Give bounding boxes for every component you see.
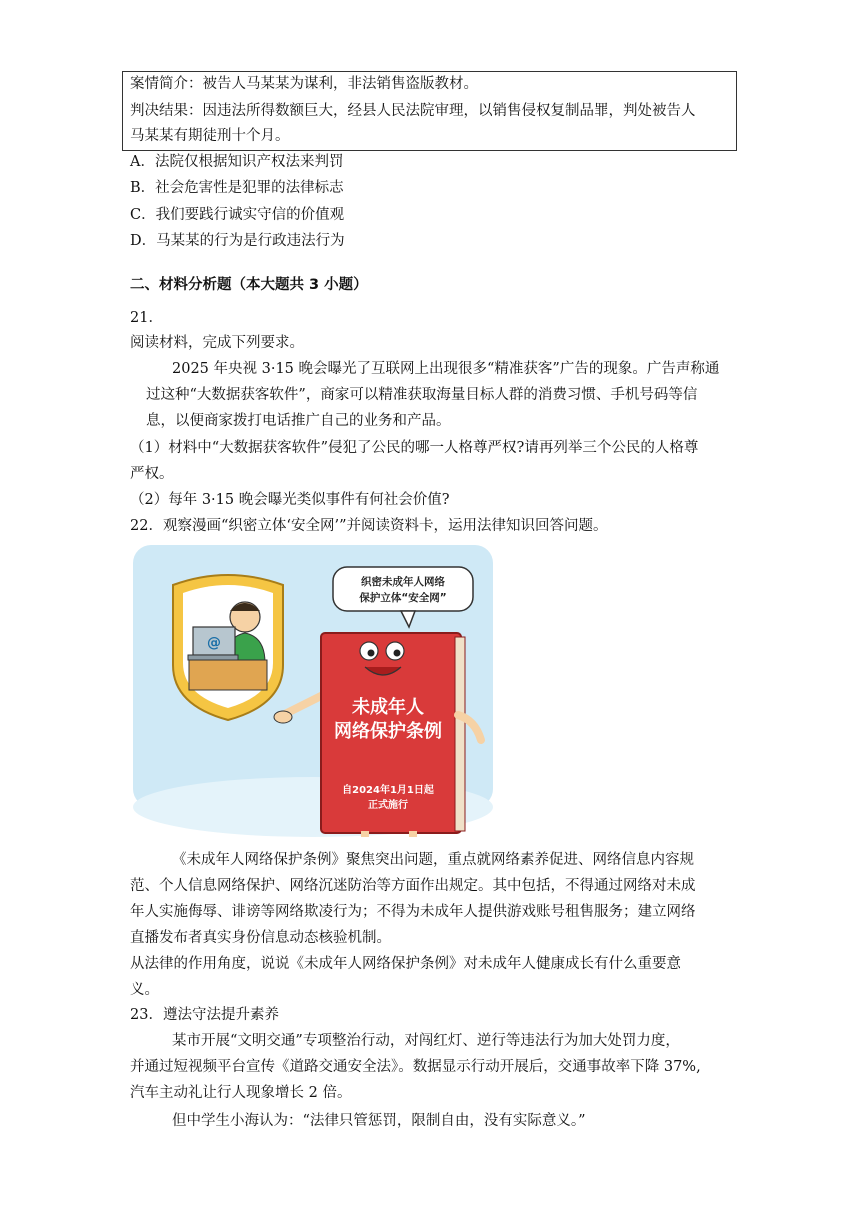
- comic-illustration: [133, 545, 493, 840]
- q23-material-line3: 汽车主动礼让行人现象增长 2 倍。: [130, 1085, 352, 1101]
- case-verdict-line1: 判决结果：因违法所得数额巨大，经县人民法院审理，以销售侵权复制品罪，判处被告人: [130, 103, 696, 119]
- q21-sub2: （2）每年 3·15 晚会曝光类似事件有何社会价值?: [130, 492, 450, 508]
- q21-material-line2: 过这种“大数据获客软件”，商家可以精准获取海量目标人群的消费习惯、手机号码等信: [146, 387, 698, 403]
- q22-material-line1: 《未成年人网络保护条例》聚焦突出问题，重点就网络素养促进、网络信息内容规: [172, 852, 694, 868]
- q21-instruction: 阅读材料，完成下列要求。: [130, 335, 304, 351]
- book-date-line2: 正式施行: [368, 800, 408, 811]
- q21-material-line3: 息，以便商家拨打电话推广自己的业务和产品。: [146, 413, 451, 429]
- laptop-at-symbol: @: [207, 635, 221, 651]
- q22-material-line3: 年人实施侮辱、诽谤等网络欺凌行为；不得为未成年人提供游戏账号租售服务；建立网络: [130, 904, 696, 920]
- q22-material-line2: 范、个人信息网络保护、网络沉迷防治等方面作出规定。其中包括，不得通过网络对未成: [130, 878, 696, 894]
- bubble-text-line2: 保护立体“安全网”: [359, 592, 447, 604]
- option-a: A．法院仅根据知识产权法来判罚: [130, 154, 344, 170]
- option-c: C．我们要践行诚实守信的价值观: [130, 207, 345, 223]
- section-heading: 二、材料分析题（本大题共 3 小题）: [130, 277, 368, 293]
- q21-sub1-line2: 严权。: [130, 466, 174, 482]
- q23-material-line2: 并通过短视频平台宣传《道路交通安全法》。数据显示行动开展后，交通事故率下降 37%,: [130, 1059, 701, 1075]
- option-b: B．社会危害性是犯罪的法律标志: [130, 180, 344, 196]
- case-verdict-line2: 马某某有期徒刑十个月。: [130, 128, 290, 144]
- q22-question-line2: 义。: [130, 982, 159, 998]
- q21-sub1-line1: （1）材料中“大数据获客软件”侵犯了公民的哪一人格尊严权?请再列举三个公民的人格尊: [130, 440, 699, 456]
- bubble-text-line1: 织密未成年人网络: [361, 576, 445, 588]
- q23-material-line1: 某市开展“文明交通”专项整治行动，对闯红灯、逆行等违法行为加大处罚力度，: [172, 1033, 680, 1049]
- q22-material-line4: 直播发布者真实身份信息动态核验机制。: [130, 930, 391, 946]
- book-title-line1: 未成年人: [352, 697, 424, 718]
- q21-material-line1: 2025 年央视 3·15 晚会曝光了互联网上出现很多“精准获客”广告的现象。广告声称通: [172, 361, 720, 377]
- option-d: D．马某某的行为是行政违法行为: [130, 233, 345, 249]
- book-title-line2: 网络保护条例: [334, 721, 442, 742]
- q23-title: 23．遵法守法提升素养: [130, 1007, 279, 1023]
- q23-material-line4: 但中学生小海认为：“法律只管惩罚，限制自由，没有实际意义。”: [172, 1113, 586, 1129]
- book-date-line1: 自2024年1月1日起: [342, 785, 434, 796]
- case-intro: 案情简介：被告人马某某为谋利，非法销售盗版教材。: [130, 76, 478, 92]
- q21-number: 21．: [130, 310, 163, 326]
- q22-stem: 22．观察漫画“织密立体‘安全网’”并阅读资料卡，运用法律知识回答问题。: [130, 518, 608, 534]
- q22-question-line1: 从法律的作用角度，说说《未成年人网络保护条例》对未成年人健康成长有什么重要意: [130, 956, 681, 972]
